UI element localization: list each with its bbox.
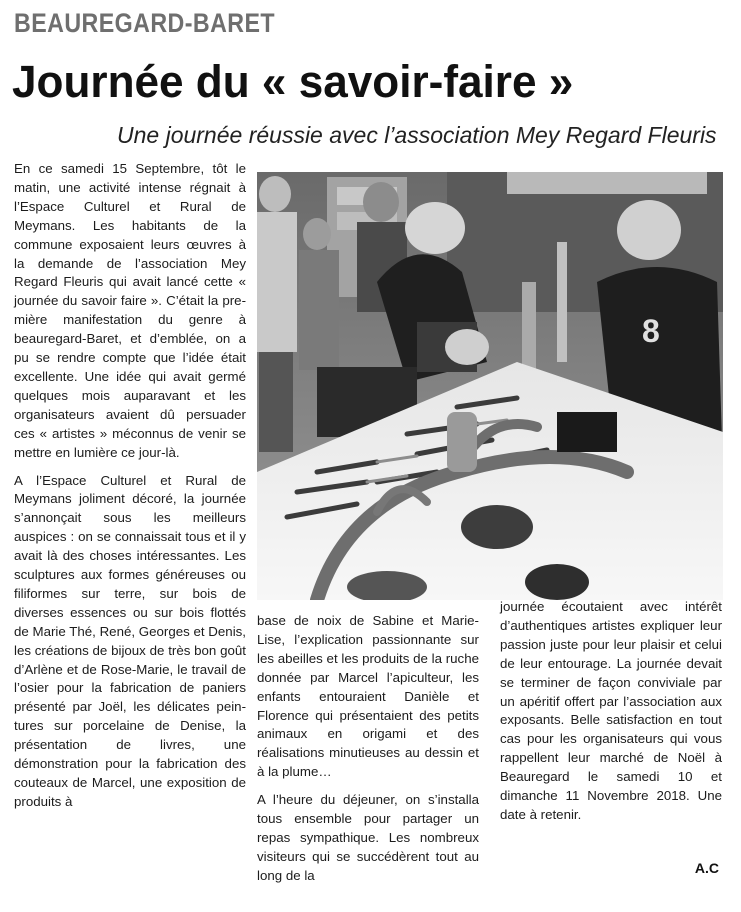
svg-text:8: 8 (642, 313, 660, 349)
article-headline: Journée du « savoir-faire » (12, 56, 574, 107)
author-signature: A.C (694, 860, 719, 876)
paragraph: A l’heure du déjeuner, on s’installa tous ensemble pour partager un repas sympathique. Les nombreux visiteurs qui se succédèrent tout au long de la (257, 792, 479, 883)
article-column-3 (500, 598, 722, 858)
section-kicker: BEAUREGARD-BARET (14, 8, 276, 38)
paragraph: base de noix de Sabine et Marie-Lise, l’explication passionnante sur les abeilles et les produits de la ruche donnée par Marcel l’apiculteur, les enfants entouraient Danièle et Florence qui présentaient des petits animaux en origami et des réalisations minutieuses au dessin et à la plume… (257, 613, 479, 780)
paragraph: journée écoutaient avec intérêt d’authentiques artistes expliquer leur passion juste pour leur plaisir et celui de leur entourage. La journée devait se terminer de façon conviviale par un apéritif offert par l’association aux exposants. Belle satisfaction en tout cas pour les organisateurs qui vous rappellent leur marché de Noël à Beauregard le samedi 10 et dimanche 11 Novembre 2018. Une date à retenir. (500, 599, 722, 822)
article-subhead: Une journée réussie avec l’association Mey Regard Fleuris (117, 122, 717, 148)
article-photo (257, 172, 723, 600)
paragraph: A l’Espace Culturel et Rural de Meymans joliment décoré, la journée s’annonçait sous les meilleurs auspices : on se connaissait tous et il y avait là des choses intéressantes. Les sculptures aux formes généreuses ou filiformes sur terre, sur bois de diverses essences ou sur bois flottés de Marie Thé, René, Georges et Denis, les créations de bijoux de très bon goût d’Arlène et de Rose-Marie, le travail de l’osier pour la fabrication de paniers présenté par Joël, les délicates peintures sur porcelaine de Denise, la présentation de livres, une démonstration pour la fabrication des couteaux de Marcel, une exposition de produits à (14, 472, 246, 809)
article-column-1 (14, 160, 246, 900)
paragraph: En ce samedi 15 Septembre, tôt le matin, une activité intense régnait à l’Espace Culturel et Rural de Meymans. Les habitants de la commune exposaient leurs œuvres à la demande de l’association Mey Regard Fleuris qui avait lancé cette « journée du savoir faire ». C’était la première manifestation du genre à beauregard-Baret, et d’emblée, on a pu se rendre compte que l’idée était excellente. Une idée qui avait germé quelques mois auparavant et les organisateurs avaient dû persuader ces « artistes » méconnus de venir se mettre en lumière ce jour-là. (14, 161, 246, 460)
article-column-2 (257, 612, 479, 902)
photo-knife-exhibition (257, 172, 723, 600)
